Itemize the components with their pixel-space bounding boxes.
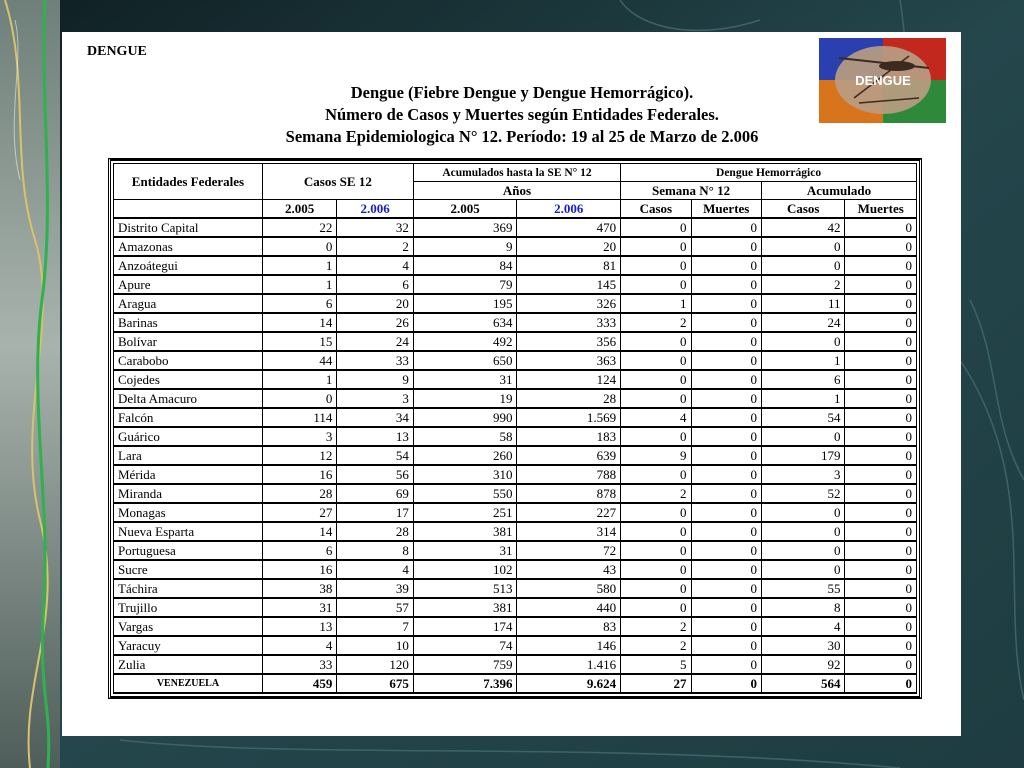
entity-name: VENEZUELA xyxy=(114,674,263,693)
table-cell: 179 xyxy=(761,446,845,465)
table-cell: 81 xyxy=(517,256,621,275)
table-cell: 513 xyxy=(413,579,517,598)
table-cell: 0 xyxy=(691,636,761,655)
table-cell: 0 xyxy=(845,655,917,674)
table-cell: 0 xyxy=(691,655,761,674)
table-cell: 1 xyxy=(761,351,845,370)
table-cell: 0 xyxy=(845,617,917,636)
table-cell: 72 xyxy=(517,541,621,560)
table-cell: 0 xyxy=(845,427,917,446)
table-cell: 183 xyxy=(517,427,621,446)
table-cell: 28 xyxy=(517,389,621,408)
table-cell: 440 xyxy=(517,598,621,617)
entity-name: Carabobo xyxy=(114,351,263,370)
table-cell: 9 xyxy=(337,370,413,389)
slide-content xyxy=(62,32,961,736)
table-cell: 0 xyxy=(621,218,691,237)
table-cell: 0 xyxy=(761,237,845,256)
table-cell: 363 xyxy=(517,351,621,370)
entity-name: Falcón xyxy=(114,408,263,427)
table-cell: 0 xyxy=(621,275,691,294)
table-cell: 3 xyxy=(337,389,413,408)
table-cell: 1 xyxy=(262,370,336,389)
table-cell: 42 xyxy=(761,218,845,237)
table-cell: 0 xyxy=(845,370,917,389)
entity-name: Lara xyxy=(114,446,263,465)
entity-name: Bolívar xyxy=(114,332,263,351)
table-cell: 0 xyxy=(621,389,691,408)
table-cell: 0 xyxy=(845,237,917,256)
table-cell: 8 xyxy=(761,598,845,617)
table-cell: 4 xyxy=(621,408,691,427)
table-cell: 22 xyxy=(262,218,336,237)
table-cell: 0 xyxy=(691,313,761,332)
table-row xyxy=(114,522,917,541)
table-cell: 459 xyxy=(262,674,336,693)
table-cell: 32 xyxy=(337,218,413,237)
table-cell: 492 xyxy=(413,332,517,351)
table-cell: 20 xyxy=(517,237,621,256)
header-semana-muertes: Muertes xyxy=(691,200,761,219)
table-cell: 39 xyxy=(337,579,413,598)
table-cell: 0 xyxy=(691,218,761,237)
header-anos: Años xyxy=(413,182,620,200)
table-cell: 0 xyxy=(761,256,845,275)
entity-name: Mérida xyxy=(114,465,263,484)
table-cell: 33 xyxy=(337,351,413,370)
entity-name: Cojedes xyxy=(114,370,263,389)
table-cell: 0 xyxy=(845,579,917,598)
table-cell: 6 xyxy=(262,294,336,313)
dengue-table-frame xyxy=(108,158,922,699)
table-cell: 124 xyxy=(517,370,621,389)
table-cell: 114 xyxy=(262,408,336,427)
table-row xyxy=(114,313,917,332)
table-cell: 54 xyxy=(337,446,413,465)
table-cell: 550 xyxy=(413,484,517,503)
svg-text:DENGUE: DENGUE xyxy=(855,73,911,88)
table-cell: 0 xyxy=(845,351,917,370)
table-cell: 2 xyxy=(621,636,691,655)
table-cell: 333 xyxy=(517,313,621,332)
table-row xyxy=(114,446,917,465)
table-cell: 34 xyxy=(337,408,413,427)
table-cell: 58 xyxy=(413,427,517,446)
table-cell: 788 xyxy=(517,465,621,484)
mosquito-icon xyxy=(819,38,946,123)
table-cell: 2 xyxy=(621,484,691,503)
table-cell: 6 xyxy=(337,275,413,294)
table-cell: 0 xyxy=(262,237,336,256)
table-cell: 0 xyxy=(691,465,761,484)
entity-name: Anzoátegui xyxy=(114,256,263,275)
table-cell: 0 xyxy=(262,389,336,408)
table-cell: 16 xyxy=(262,560,336,579)
table-cell: 92 xyxy=(761,655,845,674)
table-cell: 0 xyxy=(845,560,917,579)
table-cell: 174 xyxy=(413,617,517,636)
table-cell: 310 xyxy=(413,465,517,484)
table-cell: 0 xyxy=(621,370,691,389)
table-cell: 16 xyxy=(262,465,336,484)
table-cell: 675 xyxy=(337,674,413,693)
table-cell: 9 xyxy=(413,237,517,256)
table-row xyxy=(114,503,917,522)
table-cell: 4 xyxy=(337,256,413,275)
table-cell: 0 xyxy=(761,427,845,446)
table-cell: 74 xyxy=(413,636,517,655)
table-cell: 0 xyxy=(845,446,917,465)
table-cell: 0 xyxy=(845,332,917,351)
table-cell: 369 xyxy=(413,218,517,237)
table-cell: 0 xyxy=(691,446,761,465)
table-cell: 5 xyxy=(621,655,691,674)
dengue-logo xyxy=(819,38,946,123)
table-cell: 31 xyxy=(413,541,517,560)
table-cell: 13 xyxy=(262,617,336,636)
entity-name: Portuguesa xyxy=(114,541,263,560)
table-row xyxy=(114,370,917,389)
table-row xyxy=(114,427,917,446)
table-cell: 0 xyxy=(621,522,691,541)
entity-name: Amazonas xyxy=(114,237,263,256)
entity-name: Distrito Capital xyxy=(114,218,263,237)
table-cell: 30 xyxy=(761,636,845,655)
table-cell: 28 xyxy=(337,522,413,541)
table-cell: 0 xyxy=(691,237,761,256)
table-cell: 0 xyxy=(845,294,917,313)
table-cell: 0 xyxy=(691,370,761,389)
header-acumulado: Acumulado xyxy=(761,182,916,200)
table-cell: 6 xyxy=(262,541,336,560)
table-row xyxy=(114,256,917,275)
table-cell: 0 xyxy=(691,427,761,446)
table-cell: 251 xyxy=(413,503,517,522)
table-cell: 56 xyxy=(337,465,413,484)
table-cell: 314 xyxy=(517,522,621,541)
table-row xyxy=(114,655,917,674)
table-cell: 0 xyxy=(845,256,917,275)
table-cell: 381 xyxy=(413,522,517,541)
entity-name: Yaracuy xyxy=(114,636,263,655)
table-cell: 0 xyxy=(761,541,845,560)
table-cell: 0 xyxy=(845,465,917,484)
header-hemorragico: Dengue Hemorrágico xyxy=(621,164,917,182)
entity-name: Vargas xyxy=(114,617,263,636)
table-row xyxy=(114,484,917,503)
table-cell: 0 xyxy=(621,351,691,370)
table-cell: 0 xyxy=(621,465,691,484)
table-cell: 0 xyxy=(761,560,845,579)
table-cell: 470 xyxy=(517,218,621,237)
entity-name: Aragua xyxy=(114,294,263,313)
table-cell: 4 xyxy=(262,636,336,655)
table-cell: 381 xyxy=(413,598,517,617)
header-acum-2006: 2.006 xyxy=(517,200,621,219)
table-cell: 14 xyxy=(262,522,336,541)
table-cell: 227 xyxy=(517,503,621,522)
table-cell: 564 xyxy=(761,674,845,693)
table-cell: 0 xyxy=(691,389,761,408)
table-cell: 20 xyxy=(337,294,413,313)
table-cell: 79 xyxy=(413,275,517,294)
table-cell: 24 xyxy=(337,332,413,351)
table-cell: 26 xyxy=(337,313,413,332)
entity-name: Sucre xyxy=(114,560,263,579)
table-row xyxy=(114,294,917,313)
table-cell: 0 xyxy=(691,674,761,693)
table-cell: 1.416 xyxy=(517,655,621,674)
header-semana-casos: Casos xyxy=(621,200,691,219)
table-cell: 12 xyxy=(262,446,336,465)
table-cell: 0 xyxy=(691,560,761,579)
table-cell: 0 xyxy=(691,256,761,275)
table-cell: 17 xyxy=(337,503,413,522)
table-cell: 28 xyxy=(262,484,336,503)
table-cell: 84 xyxy=(413,256,517,275)
entity-name: Guárico xyxy=(114,427,263,446)
table-cell: 759 xyxy=(413,655,517,674)
header-casos-se: Casos SE 12 xyxy=(262,164,413,200)
table-cell: 650 xyxy=(413,351,517,370)
header-acum-casos: Casos xyxy=(761,200,845,219)
table-row xyxy=(114,598,917,617)
table-cell: 19 xyxy=(413,389,517,408)
table-cell: 639 xyxy=(517,446,621,465)
table-cell: 0 xyxy=(845,503,917,522)
table-cell: 6 xyxy=(761,370,845,389)
entity-name: Trujillo xyxy=(114,598,263,617)
table-cell: 10 xyxy=(337,636,413,655)
entity-name: Barinas xyxy=(114,313,263,332)
table-cell: 0 xyxy=(621,541,691,560)
table-row xyxy=(114,465,917,484)
table-cell: 24 xyxy=(761,313,845,332)
table-cell: 120 xyxy=(337,655,413,674)
table-cell: 0 xyxy=(761,503,845,522)
table-cell: 356 xyxy=(517,332,621,351)
header-acum-muertes: Muertes xyxy=(845,200,917,219)
slide-label: DENGUE xyxy=(87,44,147,59)
table-cell: 4 xyxy=(761,617,845,636)
header-semana: Semana N° 12 xyxy=(621,182,762,200)
entity-name: Nueva Esparta xyxy=(114,522,263,541)
table-cell: 1 xyxy=(262,256,336,275)
table-row xyxy=(114,237,917,256)
table-row xyxy=(114,389,917,408)
table-cell: 54 xyxy=(761,408,845,427)
title-line-3: Semana Epidemiologica N° 12. Período: 19 al 25 de Marzo de 2.006 xyxy=(285,127,759,146)
entity-name: Miranda xyxy=(114,484,263,503)
header-acumulados: Acumulados hasta la SE N° 12 xyxy=(413,164,620,182)
table-cell: 69 xyxy=(337,484,413,503)
table-cell: 14 xyxy=(262,313,336,332)
table-cell: 11 xyxy=(761,294,845,313)
table-cell: 2 xyxy=(621,617,691,636)
table-cell: 878 xyxy=(517,484,621,503)
table-cell: 0 xyxy=(691,598,761,617)
table-cell: 326 xyxy=(517,294,621,313)
table-row xyxy=(114,560,917,579)
entity-name: Delta Amacuro xyxy=(114,389,263,408)
table-cell: 260 xyxy=(413,446,517,465)
table-cell: 145 xyxy=(517,275,621,294)
table-cell: 0 xyxy=(691,617,761,636)
table-row xyxy=(114,541,917,560)
table-cell: 1 xyxy=(761,389,845,408)
table-cell: 2 xyxy=(337,237,413,256)
table-cell: 0 xyxy=(691,294,761,313)
table-cell: 195 xyxy=(413,294,517,313)
title-block xyxy=(212,82,832,148)
table-cell: 0 xyxy=(691,484,761,503)
table-cell: 27 xyxy=(262,503,336,522)
table-cell: 9.624 xyxy=(517,674,621,693)
header-se-2006: 2.006 xyxy=(337,200,413,219)
table-cell: 15 xyxy=(262,332,336,351)
table-cell: 0 xyxy=(621,579,691,598)
table-cell: 38 xyxy=(262,579,336,598)
table-cell: 13 xyxy=(337,427,413,446)
table-cell: 1 xyxy=(262,275,336,294)
table-cell: 0 xyxy=(691,579,761,598)
table-cell: 55 xyxy=(761,579,845,598)
table-cell: 2 xyxy=(621,313,691,332)
table-cell: 1 xyxy=(621,294,691,313)
table-cell: 0 xyxy=(621,237,691,256)
entity-name: Zulia xyxy=(114,655,263,674)
dengue-table xyxy=(113,163,917,694)
table-cell: 0 xyxy=(761,332,845,351)
table-cell: 146 xyxy=(517,636,621,655)
table-cell: 0 xyxy=(691,332,761,351)
table-row xyxy=(114,636,917,655)
table-cell: 0 xyxy=(845,275,917,294)
table-cell: 43 xyxy=(517,560,621,579)
table-cell: 0 xyxy=(691,275,761,294)
table-cell: 31 xyxy=(262,598,336,617)
table-cell: 27 xyxy=(621,674,691,693)
table-row xyxy=(114,218,917,237)
table-cell: 44 xyxy=(262,351,336,370)
table-row xyxy=(114,408,917,427)
table-row xyxy=(114,332,917,351)
table-cell: 4 xyxy=(337,560,413,579)
table-cell: 580 xyxy=(517,579,621,598)
header-se-2005: 2.005 xyxy=(262,200,336,219)
table-cell: 634 xyxy=(413,313,517,332)
table-cell: 7 xyxy=(337,617,413,636)
table-cell: 0 xyxy=(691,503,761,522)
table-cell: 8 xyxy=(337,541,413,560)
table-cell: 990 xyxy=(413,408,517,427)
table-cell: 0 xyxy=(845,674,917,693)
table-cell: 0 xyxy=(691,408,761,427)
table-row xyxy=(114,275,917,294)
table-cell: 0 xyxy=(845,522,917,541)
table-cell: 31 xyxy=(413,370,517,389)
table-cell: 7.396 xyxy=(413,674,517,693)
table-row xyxy=(114,351,917,370)
table-cell: 1.569 xyxy=(517,408,621,427)
table-cell: 83 xyxy=(517,617,621,636)
table-row xyxy=(114,617,917,636)
header-entidades: Entidades Federales xyxy=(114,164,263,200)
table-cell: 0 xyxy=(621,332,691,351)
table-cell: 0 xyxy=(845,408,917,427)
header-acum-2005: 2.005 xyxy=(413,200,517,219)
table-body xyxy=(114,218,917,693)
entity-name: Apure xyxy=(114,275,263,294)
entity-name: Táchira xyxy=(114,579,263,598)
table-cell: 0 xyxy=(845,598,917,617)
total-row xyxy=(114,674,917,693)
table-cell: 33 xyxy=(262,655,336,674)
table-cell: 0 xyxy=(845,389,917,408)
title-line-1: Dengue (Fiebre Dengue y Dengue Hemorrágico). xyxy=(350,83,694,102)
entity-name: Monagas xyxy=(114,503,263,522)
table-cell: 3 xyxy=(761,465,845,484)
table-cell: 0 xyxy=(621,503,691,522)
table-cell: 3 xyxy=(262,427,336,446)
table-cell: 52 xyxy=(761,484,845,503)
table-cell: 0 xyxy=(845,484,917,503)
table-cell: 0 xyxy=(691,541,761,560)
table-cell: 0 xyxy=(621,560,691,579)
title-line-2: Número de Casos y Muertes según Entidades Federales. xyxy=(325,105,719,124)
table-cell: 0 xyxy=(845,218,917,237)
table-cell: 0 xyxy=(761,522,845,541)
table-cell: 0 xyxy=(845,313,917,332)
table-cell: 2 xyxy=(761,275,845,294)
table-cell: 102 xyxy=(413,560,517,579)
table-row xyxy=(114,579,917,598)
table-cell: 0 xyxy=(621,427,691,446)
table-cell: 0 xyxy=(845,541,917,560)
table-cell: 0 xyxy=(621,256,691,275)
table-cell: 9 xyxy=(621,446,691,465)
table-cell: 0 xyxy=(691,351,761,370)
table-cell: 0 xyxy=(845,636,917,655)
table-cell: 0 xyxy=(621,598,691,617)
table-cell: 57 xyxy=(337,598,413,617)
table-cell: 0 xyxy=(691,522,761,541)
